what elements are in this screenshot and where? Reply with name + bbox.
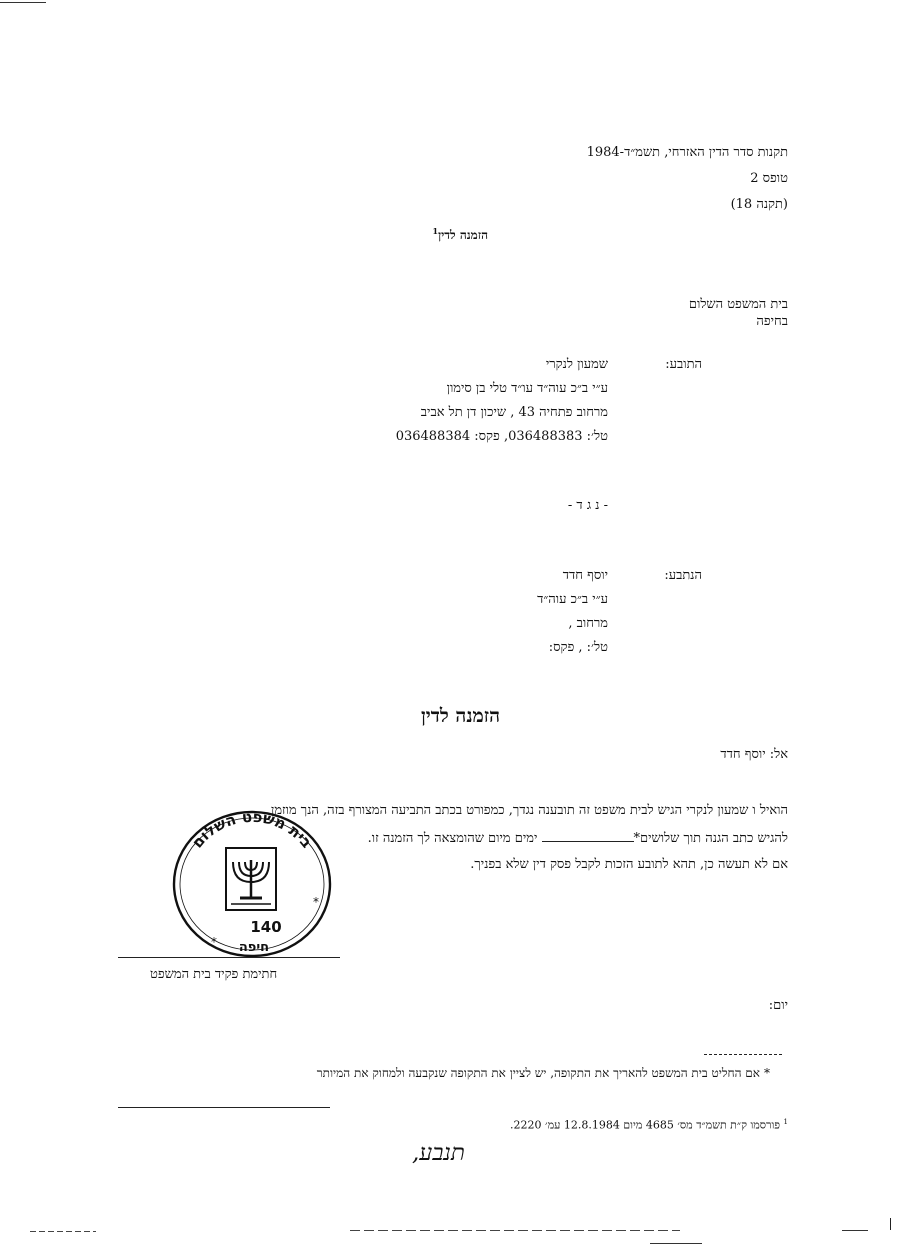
footnote-separator [704, 1054, 784, 1055]
scan-artifact-center-low [650, 1243, 702, 1244]
scan-edge-mark [0, 2, 46, 3]
scan-corner-mark [890, 1218, 891, 1230]
plaintiff-attorney: ע״י ב״כ עוה״ד עו״ד טלי בן סימון [446, 381, 608, 396]
publication-note: $^1$ פורסמו ק״ת תשמ״ד מס׳ 4685 מיום 12.8.1984 עמ׳ 2220. [510, 1118, 788, 1132]
asterisk-mark: * [764, 1066, 770, 1080]
scan-artifact-right [842, 1230, 868, 1231]
signature-line [118, 957, 340, 958]
plaintiff-label: התובע: [665, 357, 702, 372]
versus-label: - נ ג ד - [567, 498, 608, 513]
summons-line-2 [368, 829, 788, 846]
svg-text:*: * [313, 895, 319, 909]
scan-artifact-left [30, 1231, 96, 1232]
signature-caption: חתימת פקיד בית המשפט [150, 967, 278, 982]
plaintiff-phone: טל׳: 036488383, פקס: 036488384 [395, 429, 608, 444]
scan-artifact-center [350, 1230, 680, 1231]
menorah-emblem-icon [226, 848, 276, 910]
court-stamp [170, 808, 334, 958]
summons-line-2-end: ימים מיום שהומצאה לך הזמנה זו. [367, 831, 538, 846]
summons-line-3: אם לא תעשה כן, תהא לתובע הזכות לקבל פסק דין שלא בפניך. [470, 857, 788, 872]
defendant-attorney: ע״י ב״כ עוה״ד [537, 592, 608, 607]
handwritten-mark: תנבע, [412, 1140, 465, 1166]
plaintiff-address: מרחוב פתחיה 43 , שיכון דן תל אביב [420, 405, 608, 420]
svg-text:*: * [211, 935, 217, 949]
court-name: בית המשפט השלום [688, 297, 788, 312]
footnote-mark: 1 [432, 226, 439, 236]
defendant-phone: טל׳: , פקס: [548, 640, 608, 655]
stamp-outer-text: בית משפט השלום [188, 808, 316, 852]
publication-footnote-mark: 1 [783, 1118, 788, 1126]
stamp-inner-text: חיפה [238, 940, 270, 955]
summons-to: אל: יוסף חדד [720, 747, 788, 762]
summons-line-1: הואיל ו שמעון לנקרי הגיש לבית משפט זה תובענה נגדך, כמפורט בכתב התביעה המצורף בזה, הנך מוזמן [271, 803, 788, 818]
defendant-name: יוסף חדד [562, 568, 608, 583]
footnote-rule [118, 1107, 330, 1108]
asterisk-note: אם החליט בית המשפט להאריך את התקופה, יש לציין את התקופה שנקבעה ולמחוק את המיותר [316, 1066, 760, 1080]
defendant-label: הנתבע: [664, 568, 702, 583]
stamp-number: 140 [250, 918, 282, 936]
form-number: טופס 2 [750, 171, 788, 186]
day-label: יום: [768, 998, 788, 1013]
regulation-ref: (תקנה 18) [730, 197, 788, 212]
defendant-address: מרחוב , [568, 616, 608, 631]
court-city: בחיפה [756, 314, 788, 329]
summons-line-2-start: להגיש כתב הגנה תוך שלושים* [633, 831, 788, 846]
days-blank [542, 829, 634, 842]
regulation-line: תקנות סדר הדין האזרחי, תשמ״ד-1984 [586, 145, 788, 160]
form-title: הזמנה לדין$^1$ [432, 226, 488, 242]
summons-title: הזמנה לדין [420, 705, 500, 727]
plaintiff-name: שמעון לנקרי [545, 357, 608, 372]
